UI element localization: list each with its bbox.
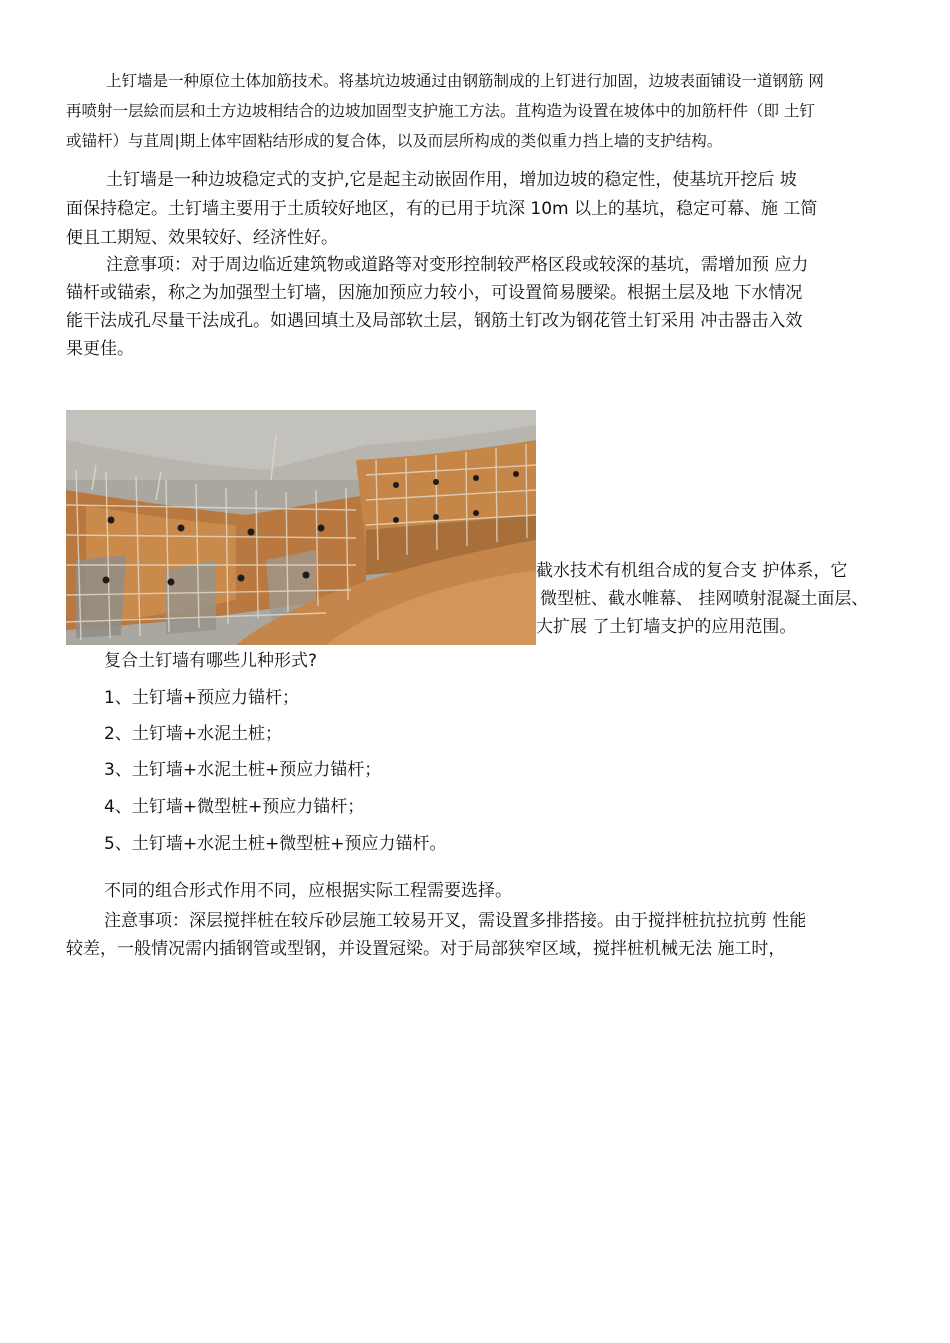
form-item-4: 4、土钉墙+微型桩+预应力锚杆； — [104, 797, 365, 817]
paragraph-3-line-1: 注意事项：对于周边临近建筑物或道路等对变形控制较严格区段或较深的基坑，需增加预 应力 — [106, 255, 809, 275]
paragraph-3-line-2: 锚杆或锚索，称之为加强型土钉墙，因施加预应力较小，可设置简易腰梁。根据土层及地 下水情况 — [66, 283, 803, 303]
conclusion-text: 不同的组合形式作用不同，应根据实际工程需要选择。 — [104, 881, 512, 901]
form-item-3: 3、土钉墙+水泥土桩+预应力锚杆； — [104, 760, 382, 780]
paragraph-4-line-1: 注意事项：深层搅拌桩在较斥砂层施工较易开叉，需设置多排搭接。由于搅拌桩抗拉抗剪 性能 — [104, 911, 807, 931]
image-side-text-line-1: 截水技术有机组合成的复合支 护体系，它 — [536, 561, 848, 581]
paragraph-4-line-2: 较差，一般情况需内插钢管或型钢，并设置冠梁。对于局部狭窄区域，搅拌桩机械无法 施工时， — [66, 939, 786, 959]
image-side-text-line-3: 大扩展 了土钉墙支护的应用范围。 — [536, 617, 797, 637]
paragraph-1-line-3: 或锚杆）与苴周|期上体牢固粘结形成的复合体，以及而层所构成的类似重力挡上墙的支护结构。 — [66, 132, 723, 150]
paragraph-2-line-2: 面保持稳定。土钉墙主要用于土质较好地区，有的已用于坑深 10m 以上的基坑，稳定可幕、施 工简 — [66, 199, 818, 219]
form-item-5: 5、土钉墙+水泥土桩+微型桩+预应力锚杆。 — [104, 834, 447, 854]
paragraph-3-line-4: 果更佳。 — [66, 339, 134, 359]
form-item-1: 1、土钉墙+预应力锚杆； — [104, 688, 300, 708]
paragraph-2-line-1: 土钉墙是一种边坡稳定式的支护,它是起主动嵌固作用，增加边坡的稳定性，使基坑开挖后 坡 — [106, 170, 797, 190]
paragraph-1-line-1: 上钉墙是一种原位土体加筋技术。将基坑边坡通过由钢筋制成的上钉进行加固，边坡表面铺设一道钢筋 网 — [106, 72, 824, 90]
form-item-2: 2、土钉墙+水泥土桩； — [104, 724, 283, 744]
paragraph-2-line-3: 便且工期短、效果较好、经济性好。 — [66, 228, 338, 248]
image-side-text-line-2: 微型桩、截水帷幕、 挂网喷射混凝土面层、 — [540, 589, 869, 609]
paragraph-1-line-2: 再喷射一层絵而层和土方边坡相结合的边坡加固型支护施工方法。苴构造为设置在坡体中的加筋杆件（即 土钉 — [66, 102, 815, 120]
soil-nail-wall-photo — [66, 410, 536, 645]
paragraph-3-line-3: 能干法成孔尽量干法成孔。如遇回填土及局部软土层，钢筋土钉改为钢花管土钉采用 冲击器击入效 — [66, 311, 803, 331]
forms-question: 复合土钉墙有哪些儿种形式? — [104, 651, 318, 671]
